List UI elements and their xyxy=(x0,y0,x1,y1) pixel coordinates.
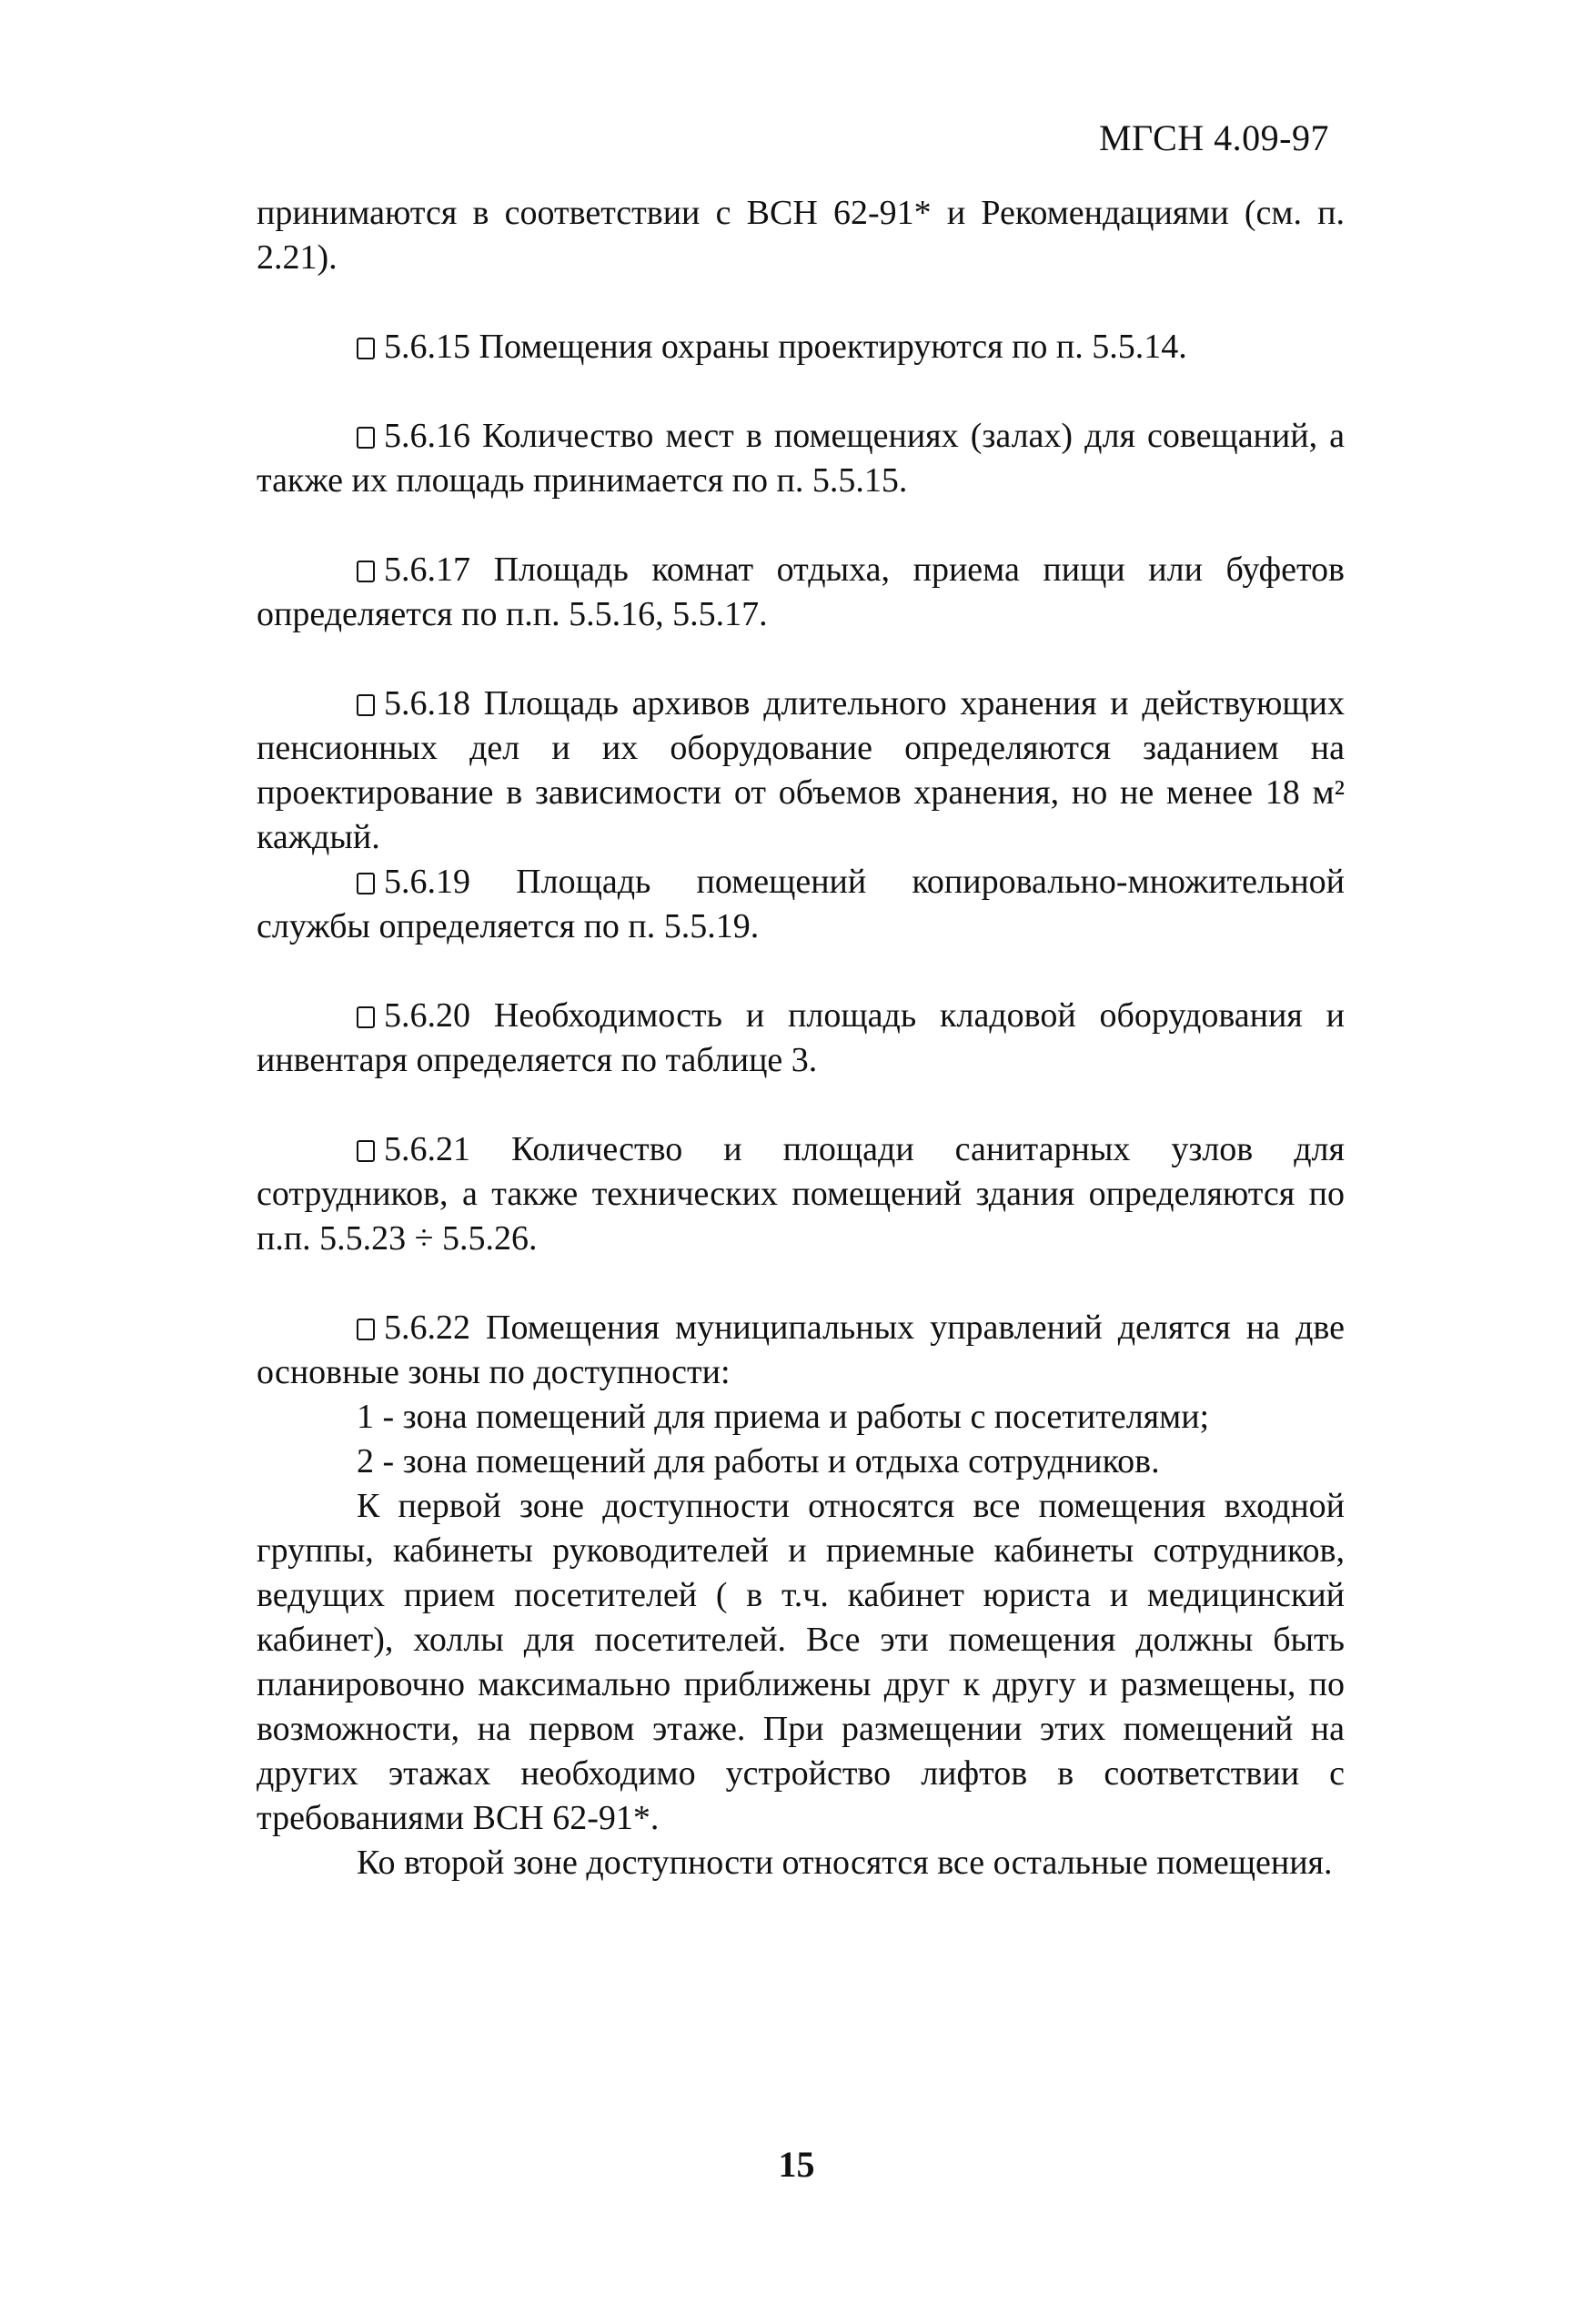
page-number: 15 xyxy=(778,2144,815,2185)
clause-5-6-17 xyxy=(257,548,1345,637)
clause-5-6-16 xyxy=(257,414,1345,503)
clause-5-6-15 xyxy=(257,325,1345,369)
clause-5-6-20-text: 5.6.20 Необходимость и площадь кладовой оборудования и инвентаря определяется по таблице 3. xyxy=(257,996,1345,1079)
clause-5-6-19 xyxy=(257,860,1345,949)
zone-1-item: 1 - зона помещений для приема и работы с посетителями; xyxy=(357,1398,1210,1436)
checkbox-bullet-icon xyxy=(357,1006,375,1028)
clause-5-6-17-text: 5.6.17 Площадь комнат отдыха, приема пищи или буфетов определяется по п.п. 5.5.16, 5.5.17. xyxy=(257,551,1345,633)
document-code: МГСН 4.09-97 xyxy=(1098,117,1329,158)
clause-5-6-22-text: 5.6.22 Помещения муниципальных управлений делятся на две основные зоны по доступности: xyxy=(257,1309,1345,1391)
checkbox-bullet-icon xyxy=(357,873,375,894)
checkbox-bullet-icon xyxy=(357,1140,375,1162)
zone-1-description: К первой зоне доступности относятся все помещения входной группы, кабинеты руководителей и приемные кабинеты сотрудников, ведущих прием посетителей ( в т.ч. кабинет юриста и медицинский кабинет), холлы для посетителей. Все эти помещения должны быть планировочно максимально приближены друг к другу и размещены, по возможности, на первом этаже. При размещении этих помещений на других этажах необходимо устройство лифтов в соответствии с требованиями ВСН 62-91*. xyxy=(257,1487,1345,1837)
clause-5-6-21-text: 5.6.21 Количество и площади санитарных узлов для сотрудников, а также технических помещений здания определяются по п.п. 5.5.23 ÷ 5.5.26. xyxy=(257,1130,1345,1258)
document-body xyxy=(257,191,1345,1885)
clause-5-6-22 xyxy=(257,1306,1345,1395)
checkbox-bullet-icon xyxy=(357,427,375,449)
clause-5-6-19-text: 5.6.19 Площадь помещений копировально-множительной службы определяется по п. 5.5.19. xyxy=(257,863,1345,945)
zone-2-item: 2 - зона помещений для работы и отдыха сотрудников. xyxy=(357,1442,1160,1480)
checkbox-bullet-icon xyxy=(357,1319,375,1340)
checkbox-bullet-icon xyxy=(357,561,375,582)
zone-2-description: Ко второй зоне доступности относятся все остальные помещения. xyxy=(357,1844,1333,1882)
clause-5-6-18 xyxy=(257,682,1345,860)
clause-5-6-18-text: 5.6.18 Площадь архивов длительного хранения и действующих пенсионных дел и их оборудование определяются заданием на проектирование в зависимости от объемов хранения, но не менее 18 м² каждый. xyxy=(257,684,1345,856)
clause-5-6-20 xyxy=(257,994,1345,1083)
clause-5-6-21 xyxy=(257,1127,1345,1261)
checkbox-bullet-icon xyxy=(357,694,375,716)
checkbox-bullet-icon xyxy=(357,338,375,359)
clause-5-6-16-text: 5.6.16 Количество мест в помещениях (залах) для совещаний, а также их площадь принимается по п. 5.5.15. xyxy=(257,417,1345,500)
intro-paragraph: принимаются в соответствии с ВСН 62-91* и Рекомендациями (см. п. 2.21). xyxy=(257,194,1345,277)
clause-5-6-15-text: 5.6.15 Помещения охраны проектируются по п. 5.5.14. xyxy=(384,328,1187,366)
